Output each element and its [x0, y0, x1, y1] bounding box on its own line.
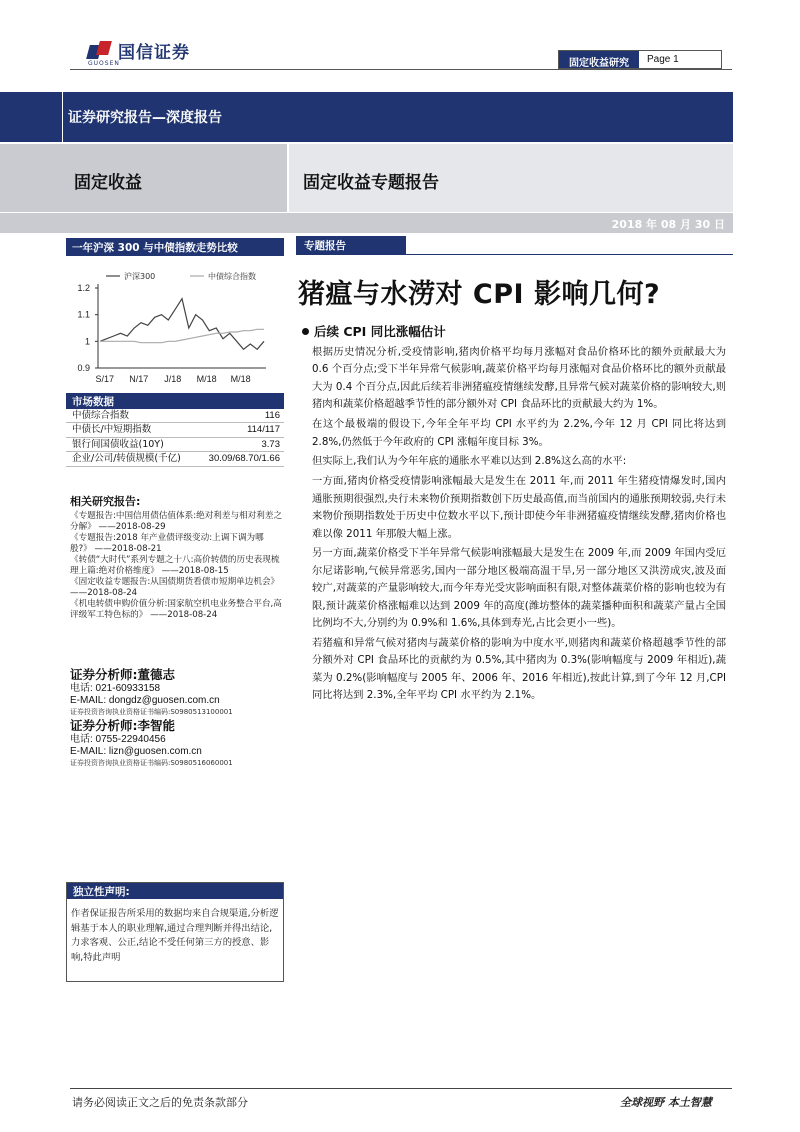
category-label: 固定收益 [74, 173, 142, 193]
x-tick-label: M/18 [196, 374, 217, 384]
body-paragraph: 但实际上,我们认为今年年底的通胀水平难以达到 2.8%这么高的水平: [312, 455, 627, 468]
series-band [289, 144, 733, 212]
header-divider [70, 69, 732, 70]
indep-body: 作者保证报告所采用的数据均来自合规渠道,分析逻辑基于本人的职业理解,通过合理判断并得出结论,力求客观、公正,结论不受任何第三方的授意、影响,特此声明 [71, 908, 279, 963]
analyst-cert: 证券投资咨询执业资格证书编码:S0980516060001 [70, 759, 233, 767]
related-report-item: 《专题报告:中国信用债估值体系:绝对利差与相对利差之分解》 ——2018-08-29 [70, 511, 283, 532]
x-tick-label: S/17 [95, 374, 115, 384]
x-tick-label: N/17 [129, 374, 149, 384]
y-tick-label: 1.2 [77, 283, 90, 293]
analyst-phone: 电话: 021-60933158 [70, 683, 161, 694]
market-data-table [66, 409, 284, 467]
body-paragraph: 若猪瘟和异常气候对猪肉与蔬菜价格的影响为中度水平,则猪肉和蔬菜价格超越季节性的部分额外对 CPI 食品环比的贡献约为 0.5%,其中猪肉为 0.3%(影响幅度与 2009 年相近),蔬菜为 0.2%(影响幅度与 2005 年、2006 年、2016 年相近),按此计算,到了今年 12 月,CPI 同比将达到 2.3%,全年平均 CPI 水平约为 2.1%。 [312, 637, 726, 702]
market-data-value: 3.73 [261, 438, 280, 450]
logo-en-text: GUOSEN [88, 60, 120, 67]
market-data-title: 市场数据 [66, 393, 284, 409]
body-paragraph: 在这个最极端的假设下,今年全年平均 CPI 水平约为 2.2%,今年 12 月 CPI 同比将达到 2.8%,仍然低于今年政府的 CPI 涨幅年度目标 3%。 [312, 418, 726, 448]
market-data-value: 30.09/68.70/1.66 [208, 453, 280, 465]
report-body [312, 344, 726, 707]
section-label: 固定收益研究 [559, 51, 639, 68]
footer-slogan: 全球视野 本土智慧 [620, 1096, 712, 1109]
tag-underline [296, 254, 733, 255]
market-data-row [66, 452, 284, 466]
legend-label: 沪深300 [124, 272, 156, 281]
market-data-label: 银行间国债收益(10Y) [72, 438, 164, 450]
report-type: 证券研究报告—深度报告 [68, 110, 222, 126]
analyst-email: E-MAIL: lizn@guosen.com.cn [70, 746, 202, 757]
body-paragraph: 根据历史情况分析,受疫情影响,猪肉价格平均每月涨幅对食品价格环比的额外贡献最大为 0.6 个百分点;受下半年异常气候影响,蔬菜价格平均每月涨幅对食品价格环比的额外贡献最大为 0.4 个百分点,因此后续若非洲猪瘟疫情继续发酵,且异常气候对蔬菜价格的影响较大,则猪肉和蔬菜价格超越季节性的部分额外对 CPI 食品环比的贡献最大约为 1%。 [312, 346, 726, 411]
market-data-label: 企业/公司/转债规模(千亿) [72, 453, 181, 465]
analyst-name: 证券分析师:李智能 [70, 718, 175, 733]
market-data-value: 116 [264, 410, 280, 421]
report-date: 2018 年 08 月 30 日 [611, 218, 725, 231]
x-tick-label: M/18 [230, 374, 251, 384]
analyst-cert: 证券投资咨询执业资格证书编码:S0980513100001 [70, 708, 233, 716]
legend-label: 中债综合指数 [208, 272, 256, 281]
chart-title: 一年沪深 300 与中债指数走势比较 [66, 238, 284, 256]
indep-title: 独立性声明: [67, 883, 283, 899]
body-paragraph: 另一方面,蔬菜价格受下半年异常气候影响涨幅最大是发生在 2009 年,而 2009 年国内受厄尔尼诺影响,气候异常恶劣,国内一部分地区极端高温干旱,另一部分地区又洪涝成灾,波及面较广,对蔬菜的产量影响较大,而今年寿光受灾影响面积有限,对整体蔬菜价格的影响也较为有限,预计蔬菜价格涨幅难以达到 2009 年的高度(潍坊整体的蔬菜播种面积和蔬菜产量占全国比例均不大,分别约为 0.9%和 1.6%,具体到寿光,占比会更小一些)。 [312, 547, 726, 630]
related-report-item: 《转债“大时代”系列专题之十八:高价转债的历史表现梳理上篇:绝对价格维度》 ——2018-08-15 [70, 555, 280, 576]
category-band [0, 144, 287, 212]
footer-disclaimer: 请务必阅读正文之后的免责条款部分 [72, 1096, 248, 1109]
analyst-info [70, 667, 284, 769]
index-line-chart [66, 262, 284, 388]
section-subhead [302, 322, 446, 340]
market-data-value: 114/117 [247, 424, 280, 436]
analyst-phone: 电话: 0755-22940456 [70, 734, 166, 745]
related-list [70, 511, 284, 621]
market-data-row [66, 438, 284, 452]
logo-text: 国信证券 [118, 43, 190, 63]
bullet-icon [302, 328, 309, 335]
related-reports [70, 493, 284, 621]
page-header-box [558, 50, 722, 69]
band-divider [62, 92, 63, 142]
report-title: 猪瘟与水涝对 CPI 影响几何? [298, 279, 661, 310]
market-data-row [66, 409, 284, 423]
related-title: 相关研究报告: [70, 495, 141, 508]
y-tick-label: 1.1 [77, 309, 90, 320]
market-data-section [66, 393, 284, 467]
subhead-text: 后续 CPI 同比涨幅估计 [314, 324, 446, 339]
market-data-label: 中债长/中短期指数 [72, 424, 152, 436]
y-tick-label: 0.9 [77, 363, 90, 373]
related-report-item: 《专题报告:2018 年产业债评级变动:上调下调为哪般?》 ——2018-08-21 [70, 533, 264, 554]
report-type-band [0, 92, 733, 142]
analyst-email: E-MAIL: dongdz@guosen.com.cn [70, 695, 220, 706]
chart-svg [66, 262, 284, 388]
analyst-name: 证券分析师:董德志 [70, 667, 175, 682]
company-logo [88, 38, 190, 67]
chart-section [66, 238, 284, 256]
independence-statement [66, 882, 284, 982]
related-report-item: 《固定收益专题报告:从国债期货看债市短期单边机会》 ——2018-08-24 [70, 577, 280, 598]
related-report-item: 《机电转债申购价值分析:国家航空机电业务整合平台,高评级军工特色标的》 ——2018-08-24 [70, 599, 282, 620]
topic-tag: 专题报告 [296, 236, 406, 254]
market-data-row [66, 423, 284, 437]
y-tick-label: 1 [84, 336, 90, 347]
footer-divider [70, 1088, 732, 1089]
page-label: Page 1 [647, 54, 679, 65]
date-band [0, 213, 733, 233]
report-series-title: 固定收益专题报告 [303, 173, 439, 193]
logo-mark-icon [88, 41, 112, 61]
series-line [100, 329, 264, 342]
body-paragraph: 一方面,猪肉价格受疫情影响涨幅最大是发生在 2011 年,而 2011 年生猪疫情爆发时,国内通胀预期很强烈,央行未来物价预期指数创下历史最高值,而当前国内的通胀预期较弱,央行未来物价预期指数处于历史中位数水平以下,预计即使今年非洲猪瘟疫情继续发酵,猪肉价格也难以像 2011 年那般大幅上涨。 [312, 475, 726, 540]
x-tick-label: J/18 [164, 374, 182, 384]
market-data-label: 中债综合指数 [72, 410, 130, 421]
